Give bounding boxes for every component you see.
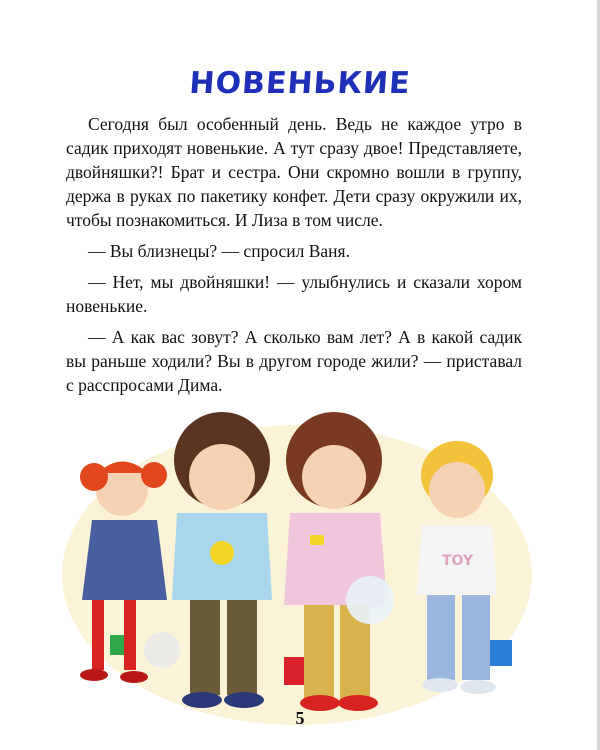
paragraph: — Нет, мы двойняшки! — улыбнулись и сказали хором новенькие. [66, 272, 522, 316]
paragraph: — Вы близнецы? — спросил Ваня. [88, 241, 350, 261]
page-title: НОВЕНЬКИЕ [188, 66, 412, 101]
page-number: 5 [295, 708, 305, 728]
paragraph: Сегодня был особенный день. Ведь не каждое утро в садик приходят новенькие. А тут сразу двое! Представляете, двойняшки?! Брат и сестра. Они скромно вошли в группу, держа в руках по пакетику конфет. Дети сразу окружили их, чтобы познакомиться. И Лиза в том числе. [66, 114, 522, 230]
shirt-print-text: TOY [442, 553, 474, 569]
children-illustration [62, 395, 532, 730]
paragraph: — А как вас зовут? А сколько вам лет? А в какой садик вы раньше ходили? Вы в другом городе жили? — приставал с расспросами Дима. [66, 327, 522, 395]
story-text [66, 112, 522, 404]
